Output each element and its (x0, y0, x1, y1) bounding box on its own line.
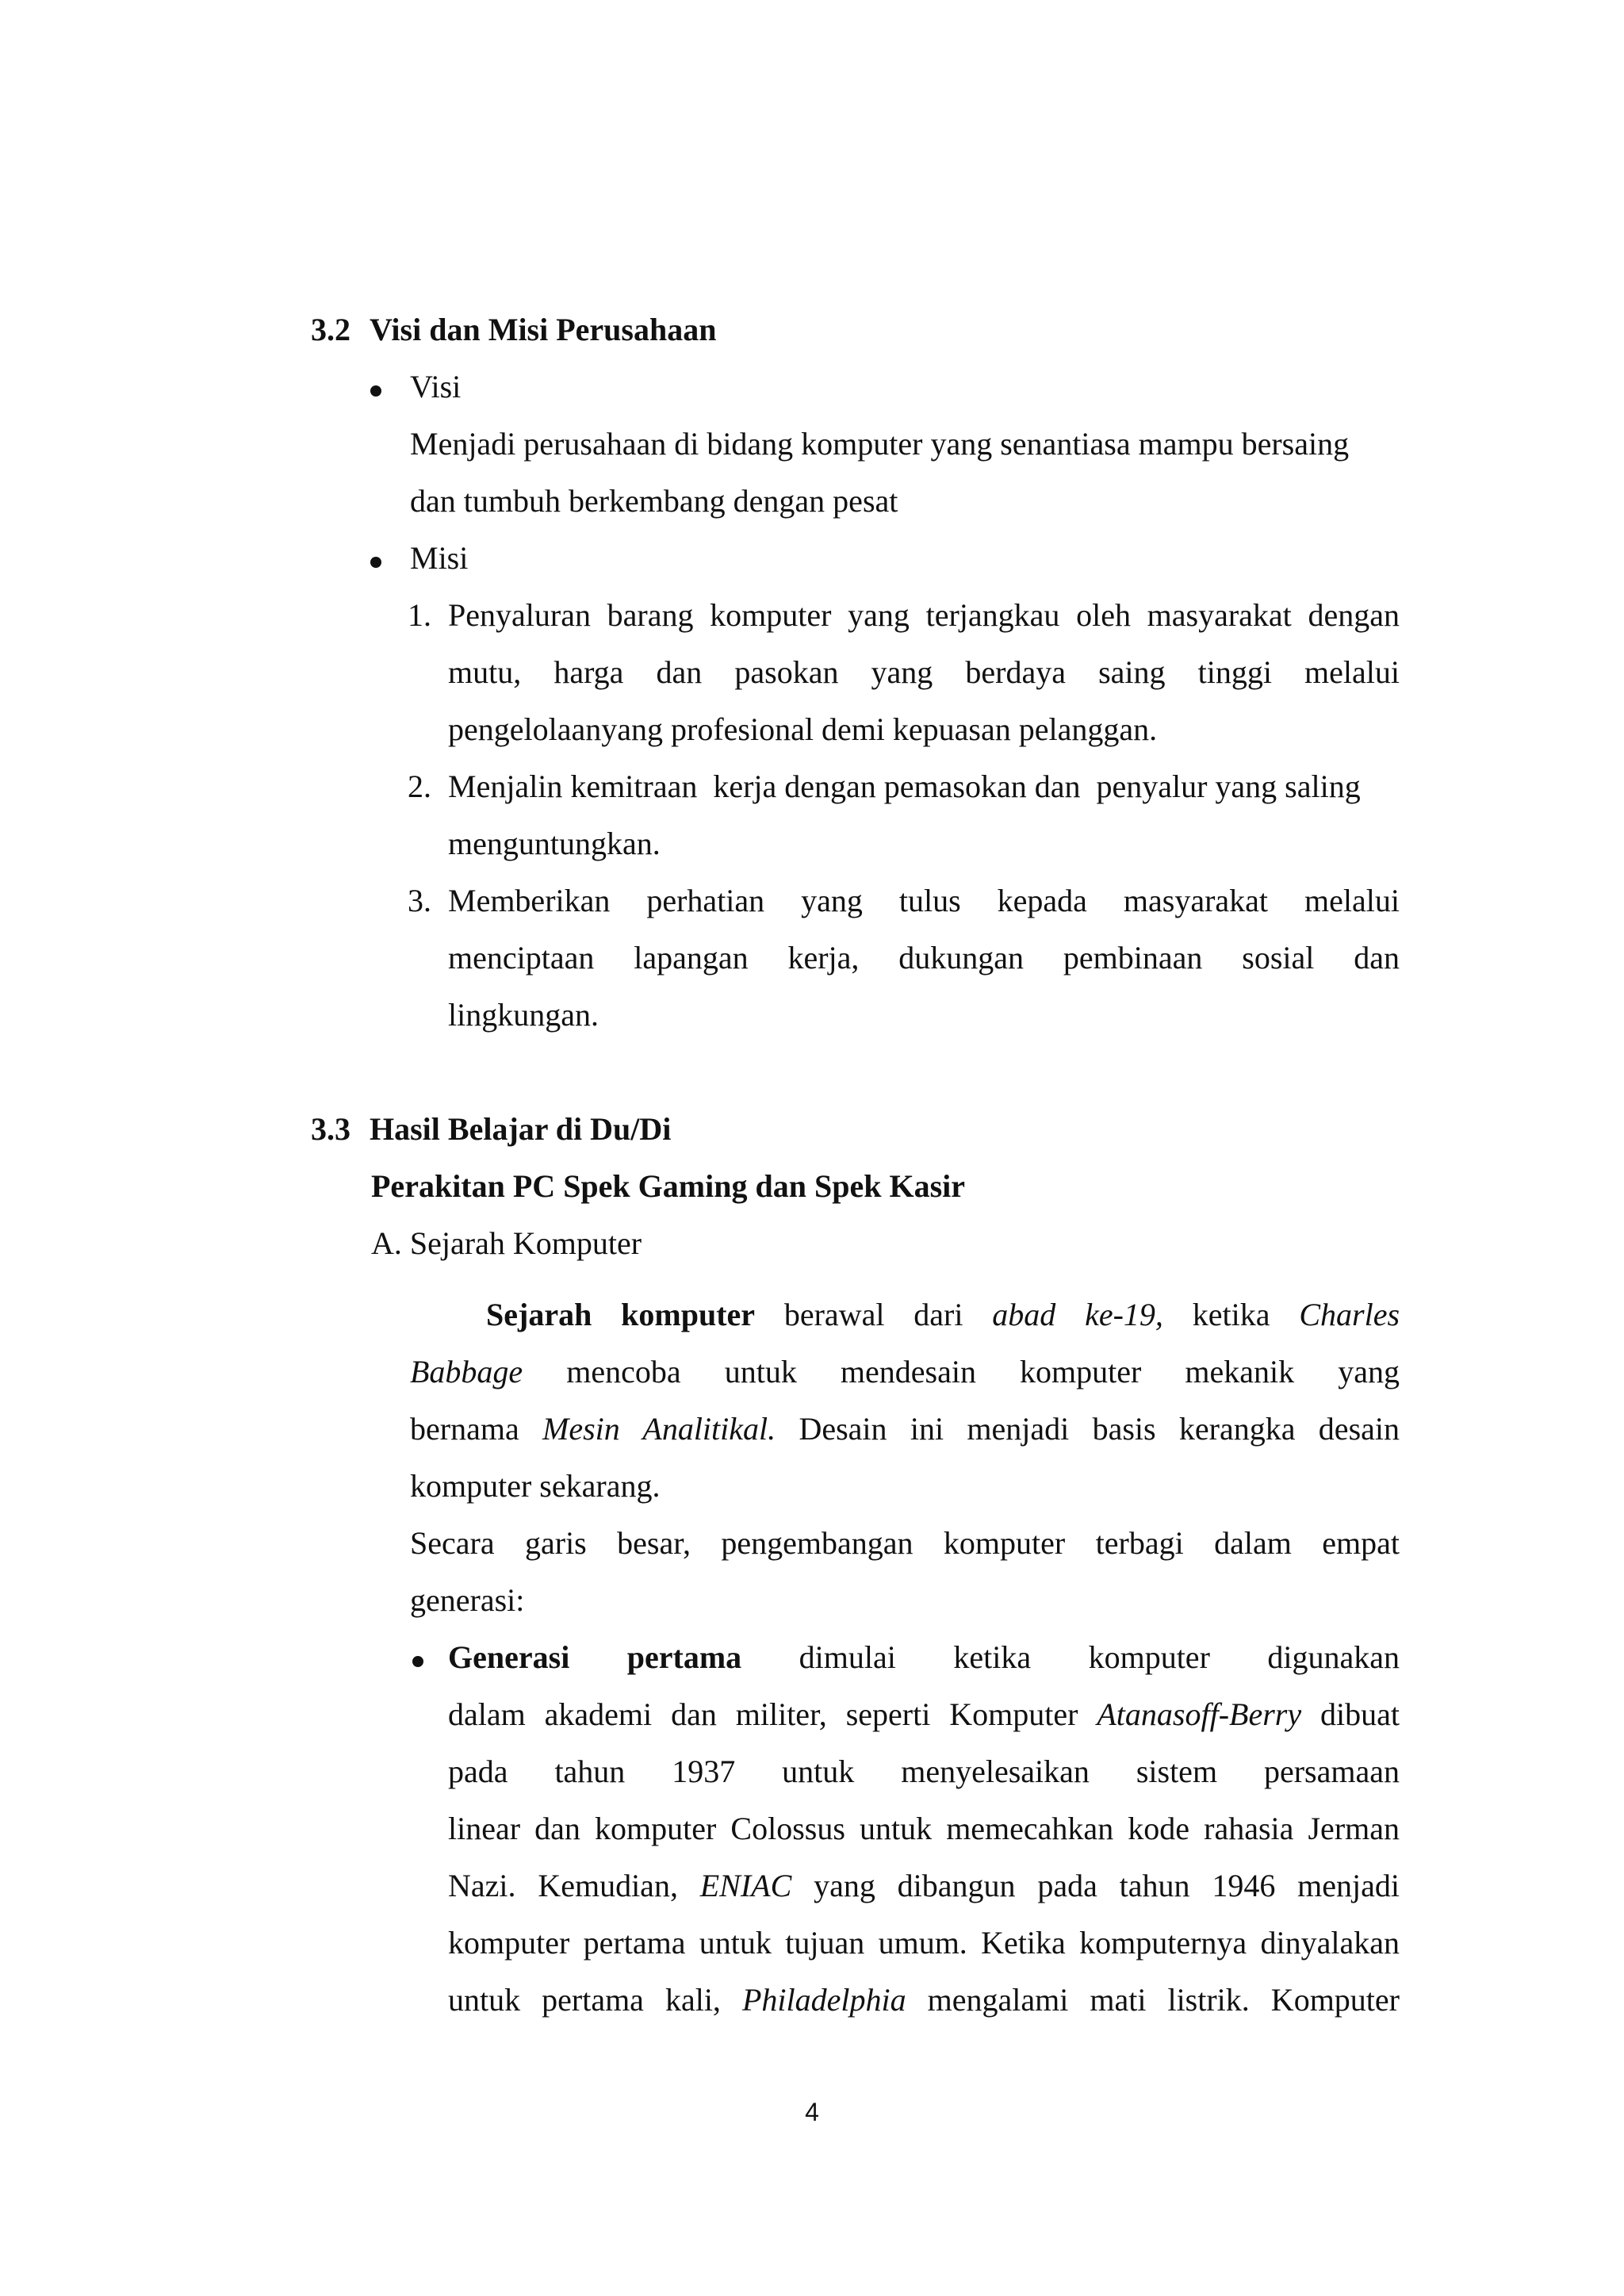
gen1-line-5: Nazi. Kemudian, ENIAC yang dibangun pada tahun 1946 menjadi (448, 1868, 1400, 1903)
section-title: Visi dan Misi Perusahaan (370, 312, 717, 347)
gen1-line-3: pada tahun 1937 untuk menyelesaikan sistem persamaan (448, 1754, 1400, 1789)
history-para-line-3: bernama Mesin Analitikal. Desain ini menjadi basis kerangka desain (410, 1411, 1400, 1447)
misi-item-3-line-2: menciptaan lapangan kerja, dukungan pembinaan sosial dan (448, 940, 1400, 976)
misi-item-3-line-1: Memberikan perhatian yang tulus kepada masyarakat melalui (448, 883, 1400, 918)
history-para-line-1: Sejarah komputer berawal dari abad ke-19, ketika Charles (486, 1297, 1400, 1332)
misi-item-number: 2. (408, 769, 431, 804)
generations-intro-line-1: Secara garis besar, pengembangan komputer terbagi dalam empat (410, 1525, 1400, 1561)
gen1-line-7: untuk pertama kali, Philadelphia mengalami mati listrik. Komputer (448, 1982, 1400, 2018)
subsection-a-heading: A. Sejarah Komputer (371, 1225, 642, 1261)
visi-label: Visi (410, 369, 462, 404)
visi-text-line-2: dan tumbuh berkembang dengan pesat (410, 483, 898, 519)
misi-item-number: 3. (408, 883, 431, 918)
section-title: Hasil Belajar di Du/Di (370, 1111, 672, 1147)
gen1-line-1: Generasi pertama dimulai ketika komputer digunakan (448, 1639, 1400, 1675)
misi-item-2-line-1: Menjalin kemitraan kerja dengan pemasokan dan penyalur yang saling (448, 769, 1361, 804)
visi-text-line-1: Menjadi perusahaan di bidang komputer yang senantiasa mampu bersaing (410, 426, 1350, 462)
history-bold-term: Sejarah komputer (486, 1297, 756, 1332)
bullet-icon (412, 1656, 423, 1667)
bullet-icon (370, 385, 381, 397)
bullet-icon (370, 557, 381, 568)
misi-label: Misi (410, 540, 469, 576)
section-3-3-heading (311, 1110, 671, 1148)
gen1-line-6: komputer pertama untuk tujuan umum. Ketika komputernya dinyalakan (448, 1925, 1400, 1961)
section-number: 3.3 (311, 1111, 350, 1147)
misi-item-2-line-2: menguntungkan. (448, 826, 661, 861)
generations-intro-line-2: generasi: (410, 1582, 525, 1618)
misi-item-1-line-1: Penyaluran barang komputer yang terjangkau oleh masyarakat dengan (448, 597, 1400, 633)
misi-item-number: 1. (408, 597, 431, 633)
misi-item-1-line-3: pengelolaanyang profesional demi kepuasan pelanggan. (448, 711, 1158, 747)
gen1-line-4: linear dan komputer Colossus untuk memecahkan kode rahasia Jerman (448, 1811, 1400, 1846)
section-3-3-subtitle: Perakitan PC Spek Gaming dan Spek Kasir (371, 1168, 966, 1204)
misi-item-3-line-3: lingkungan. (448, 997, 599, 1033)
history-para-line-4: komputer sekarang. (410, 1468, 661, 1504)
history-para-line-2: Babbage mencoba untuk mendesain komputer mekanik yang (410, 1354, 1400, 1389)
misi-item-1-line-2: mutu, harga dan pasokan yang berdaya saing tinggi melalui (448, 654, 1400, 690)
page-number: 4 (805, 2098, 819, 2126)
gen1-line-2: dalam akademi dan militer, seperti Komputer Atanasoff-Berry dibuat (448, 1696, 1400, 1732)
section-3-2-heading (311, 311, 716, 348)
section-number: 3.2 (311, 312, 350, 347)
